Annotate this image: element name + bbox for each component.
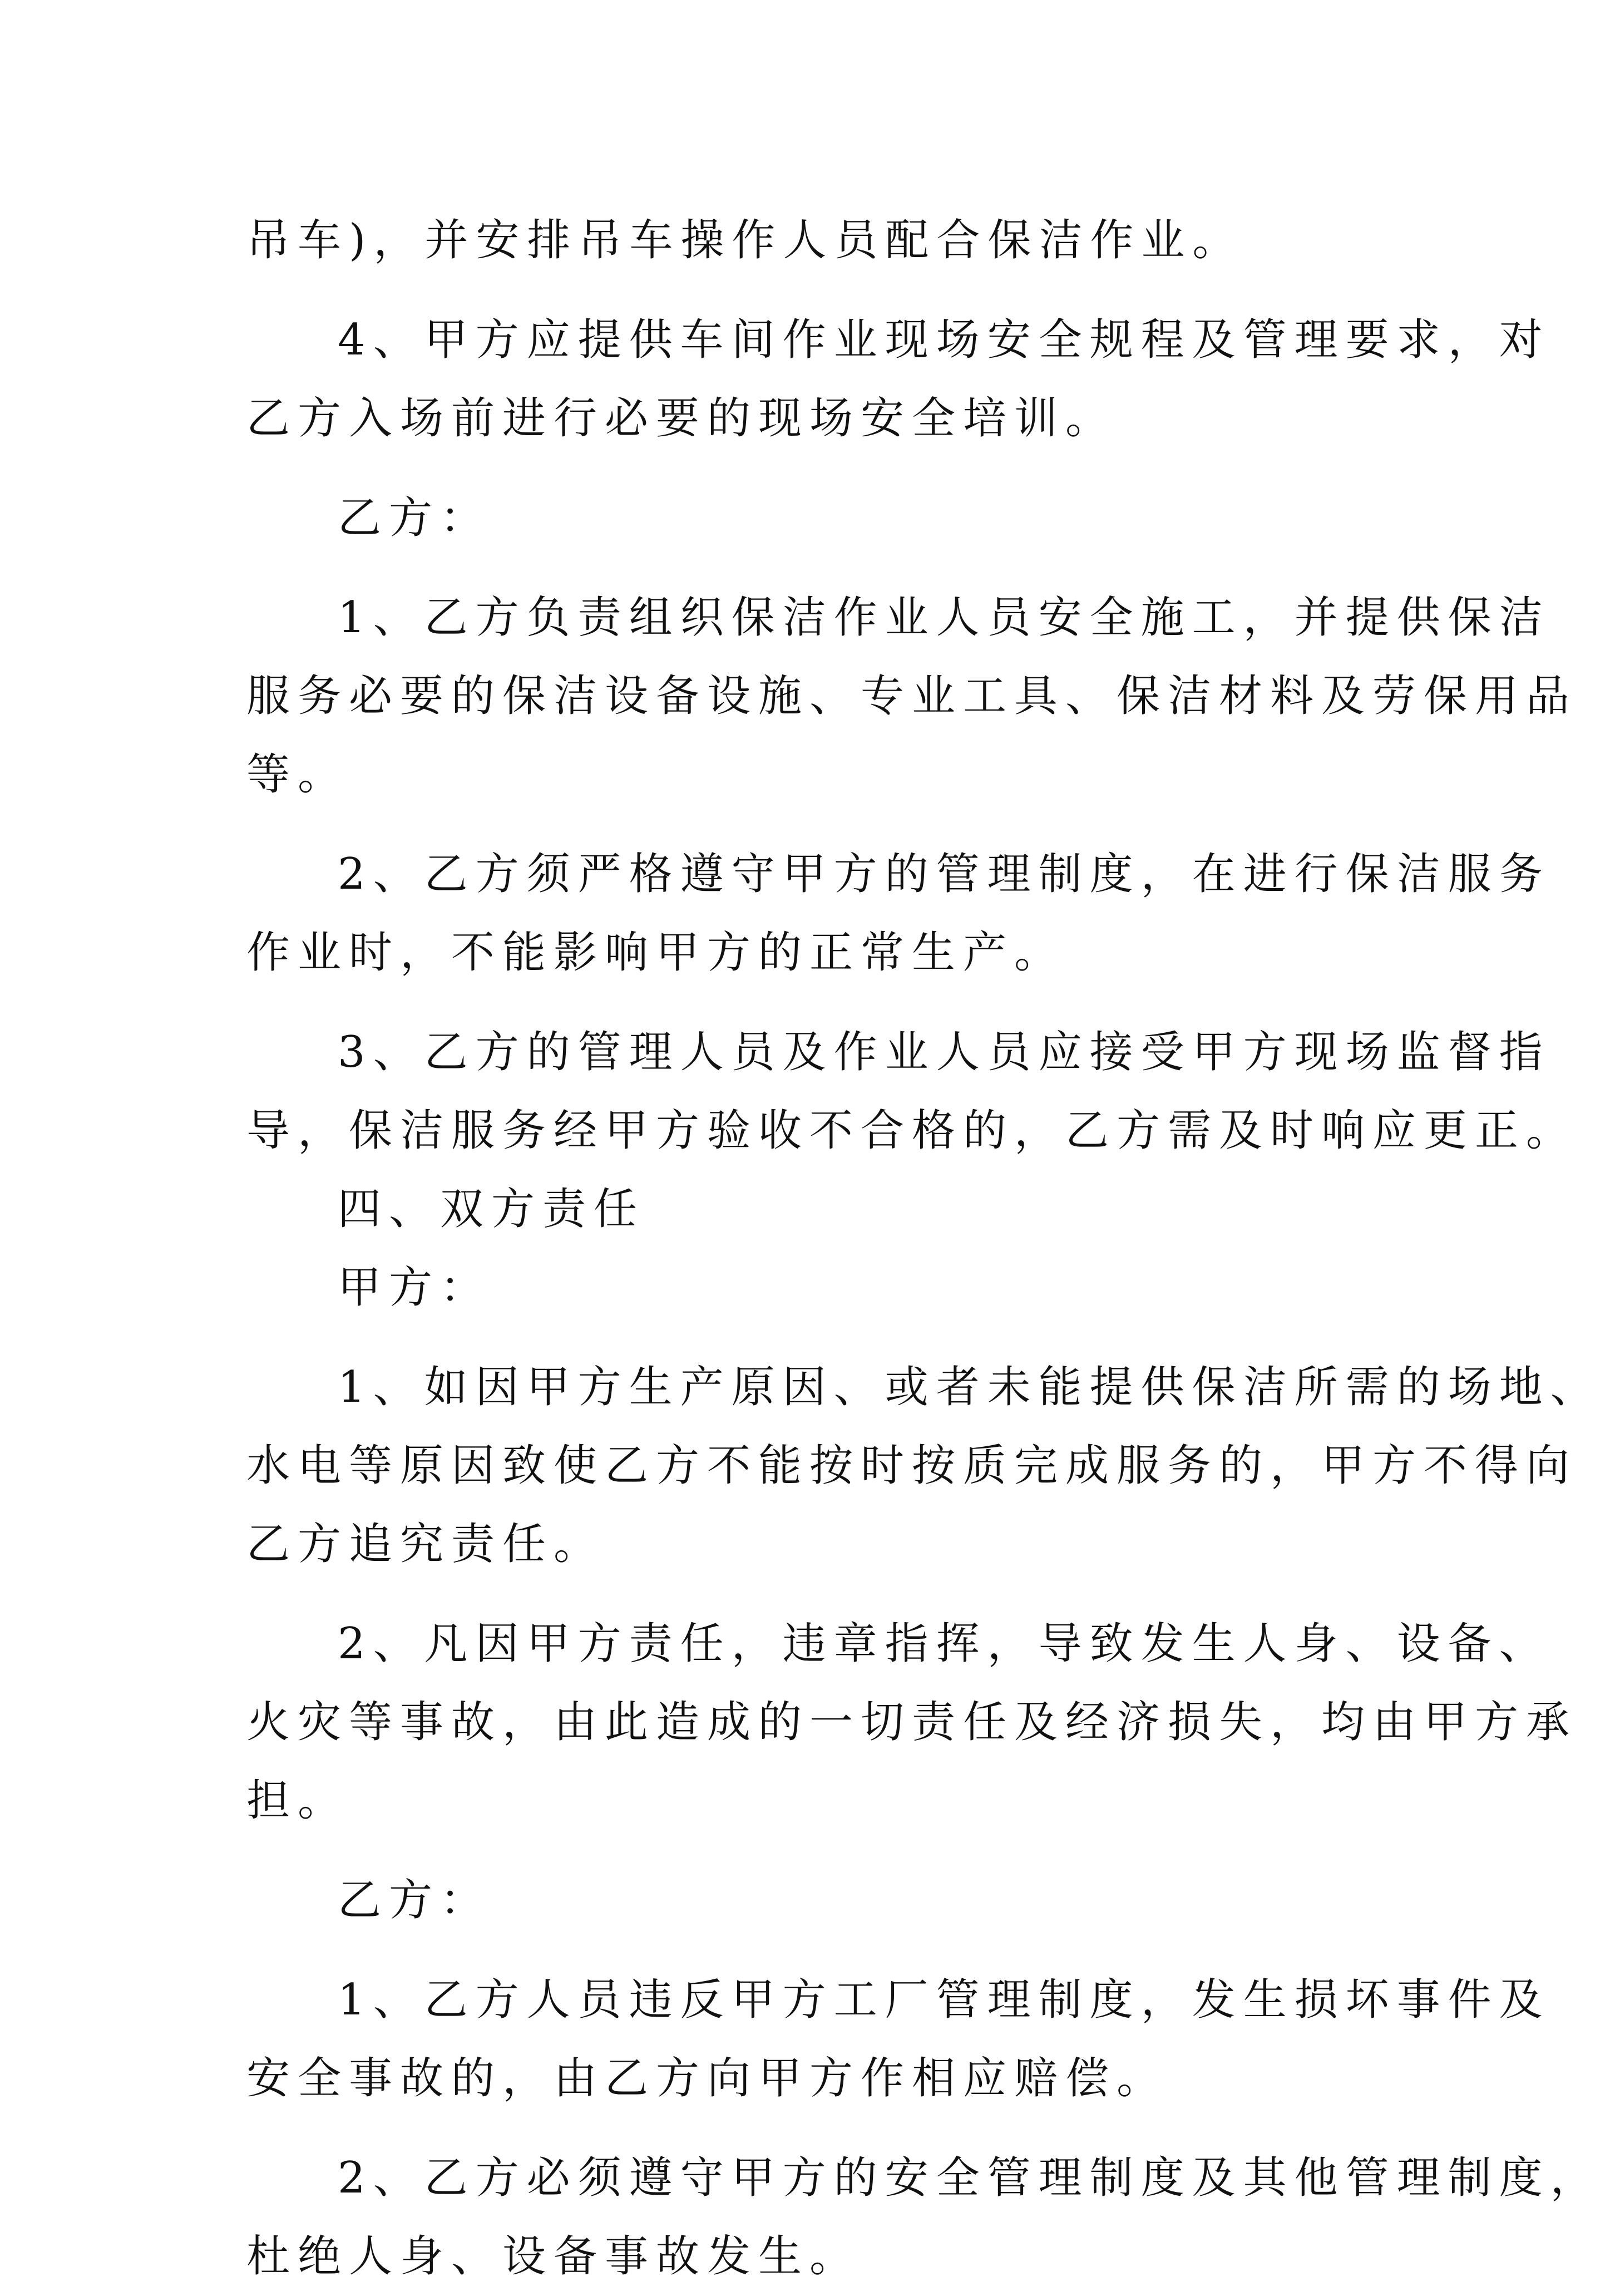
- text-line: 2、凡因甲方责任，违章指挥，导致发生人身、设备、: [338, 1619, 1550, 1669]
- text-line: 水电等原因致使乙方不能按时按质完成服务的，甲方不得向: [246, 1441, 1578, 1491]
- text-line: 等。: [246, 750, 349, 800]
- paragraph-gap: [246, 1584, 1381, 1605]
- paragraph-gap: [246, 814, 1381, 835]
- paragraph-gap: [246, 458, 1381, 479]
- text-line: 作业时，不能影响甲方的正常生产。: [246, 928, 1066, 978]
- text-line: 安全事故的，由乙方向甲方作相应赔偿。: [246, 2053, 1168, 2103]
- text-line: 1、如因甲方生产原因、或者未能提供保洁所需的场地、: [338, 1362, 1602, 1412]
- text-line: 担。: [246, 1776, 349, 1826]
- text-line: 乙方：: [338, 1875, 492, 1925]
- text-line: 2、乙方必须遵守甲方的安全管理制度及其他管理制度，: [338, 2153, 1602, 2203]
- text-line: 乙方入场前进行必要的现场安全培训。: [246, 393, 1117, 444]
- paragraph-gap: [246, 1940, 1381, 1961]
- document-body: [246, 201, 1602, 2296]
- text-line: 吊车)，并安排吊车操作人员配合保洁作业。: [246, 215, 1244, 265]
- text-line: 3、乙方的管理人员及作业人员应接受甲方现场监督指: [338, 1027, 1550, 1077]
- paragraph-gap: [246, 558, 1381, 579]
- text-line: 1、乙方负责组织保洁作业人员安全施工，并提供保洁: [338, 593, 1550, 643]
- text-line: 2、乙方须严格遵守甲方的管理制度，在进行保洁服务: [338, 849, 1550, 899]
- paragraph-gap: [246, 992, 1381, 1013]
- text-line: 服务必要的保洁设备设施、专业工具、保洁材料及劳保用品: [246, 671, 1578, 721]
- text-line: 4、甲方应提供车间作业现场安全规程及管理要求，对: [338, 315, 1550, 365]
- text-line: 四、双方责任: [338, 1184, 645, 1234]
- text-line: 火灾等事故，由此造成的一切责任及经济损失，均由甲方承: [246, 1697, 1578, 1747]
- text-line: 导，保洁服务经甲方验收不合格的，乙方需及时响应更正。: [246, 1106, 1578, 1156]
- text-line: 乙方：: [338, 493, 492, 543]
- text-line: 甲方：: [338, 1263, 492, 1313]
- paragraph-gap: [246, 2118, 1381, 2139]
- paragraph-gap: [246, 280, 1381, 301]
- text-line: 1、乙方人员违反甲方工厂管理制度，发生损坏事件及: [338, 1975, 1550, 2025]
- text-line: 乙方追究责任。: [246, 1519, 605, 1569]
- text-line: 杜绝人身、设备事故发生。: [246, 2231, 861, 2282]
- paragraph-gap: [246, 1327, 1381, 1348]
- paragraph-gap: [246, 1840, 1381, 1861]
